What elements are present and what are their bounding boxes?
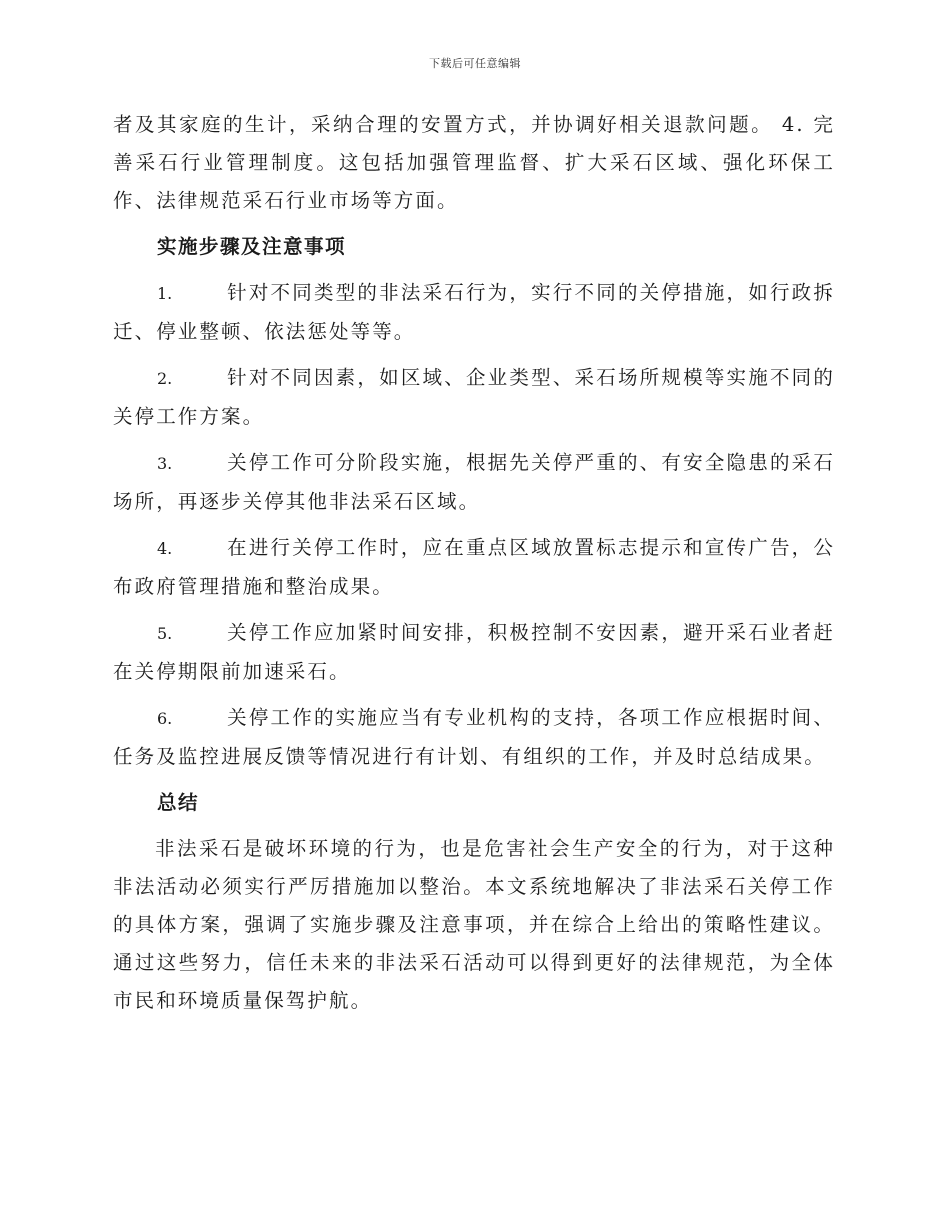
list-item: [113, 444, 835, 521]
intro-paragraph: 者及其家庭的生计，采纳合理的安置方式，并协调好相关退款问题。 4. 完善采石行业管理制度。这包括加强管理监督、扩大采石区域、强化环保工作、法律规范采石行业市场等方面。: [113, 113, 835, 212]
list-item-number: 4.: [157, 539, 173, 558]
list-item-text: 关停工作应加紧时间安排，积极控制不安因素，避开采石业者赶在关停期限前加速采石。: [113, 621, 835, 683]
summary-paragraph: 非法采石是破坏环境的行为，也是危害社会生产安全的行为，对于这种非法活动必须实行严厉措施加以整治。本文系统地解决了非法采石关停工作的具体方案，强调了实施步骤及注意事项，并在综合上给出的策略性建议。通过这些努力，信任未来的非法采石活动可以得到更好的法律规范，为全体市民和环境质量保驾护航。: [113, 837, 835, 1012]
list-item-text: 关停工作的实施应当有专业机构的支持，各项工作应根据时间、任务及监控进展反馈等情况进行有计划、有组织的工作，并及时总结成果。: [113, 706, 835, 768]
section-heading-summary: 总结: [157, 791, 200, 814]
list-item-number: 3.: [157, 454, 173, 473]
list-item: [113, 614, 835, 691]
list-item-number: 5.: [157, 624, 173, 643]
list-item-text: 关停工作可分阶段实施，根据先关停严重的、有安全隐患的采石场所，再逐步关停其他非法采石区域。: [113, 451, 835, 513]
list-item-text: 在进行关停工作时，应在重点区域放置标志提示和宣传广告，公布政府管理措施和整治成果。: [113, 536, 835, 598]
list-item-text: 针对不同因素，如区域、企业类型、采石场所规模等实施不同的关停工作方案。: [113, 366, 835, 428]
page-header: 下载后可任意编辑: [429, 57, 521, 70]
list-item: [113, 359, 835, 436]
list-item: [113, 274, 835, 351]
document-body: [113, 106, 835, 1020]
list-item-number: 1.: [157, 284, 173, 303]
list-item: [113, 529, 835, 606]
list-item-number: 2.: [157, 369, 173, 388]
section-heading-steps: 实施步骤及注意事项: [157, 235, 347, 258]
list-item-number: 6.: [157, 709, 173, 728]
list-item-text: 针对不同类型的非法采石行为，实行不同的关停措施，如行政拆迁、停业整顿、依法惩处等等。: [113, 281, 835, 343]
list-item: [113, 699, 835, 776]
